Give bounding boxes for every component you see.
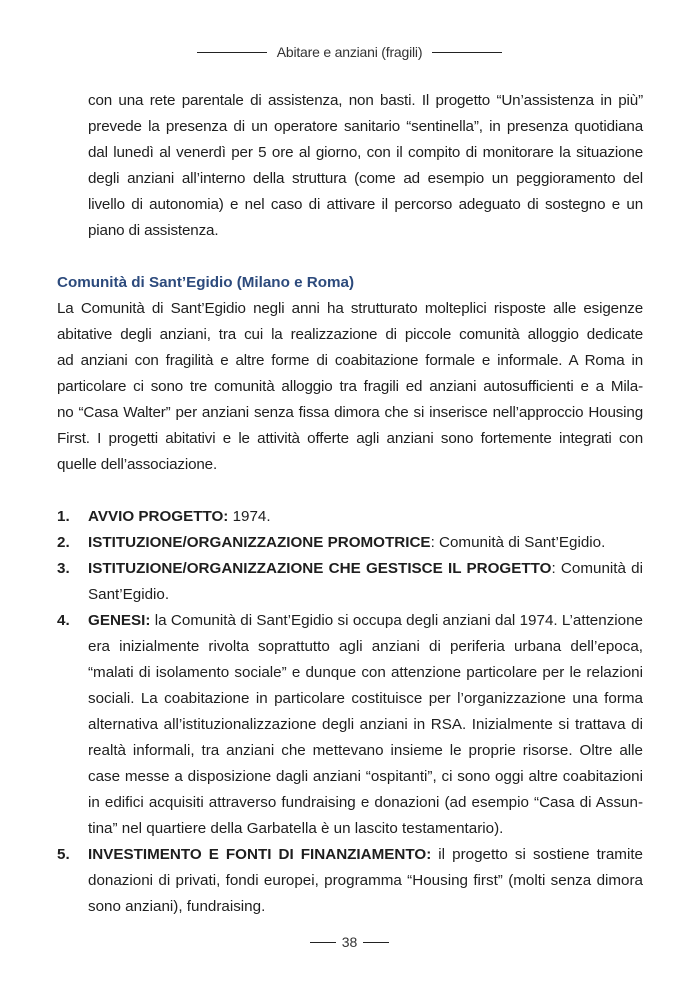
list-text: 1974. <box>228 508 271 525</box>
text-line: First. I progetti abitativi e le attività offerte agli anziani sono fortemente integrati con <box>57 430 643 447</box>
list-item-gestore <box>57 556 643 608</box>
list-text: il progetto si sostiene tramite donazioni di privati, fondi europei, programma “Housing first” (molti senza dimora sono anziani), fundraising. <box>88 846 643 915</box>
list-item-promotrice <box>57 530 643 556</box>
text-line: quelle dell’associazione. <box>57 456 218 473</box>
list-number: 2. <box>57 534 70 551</box>
list-number: 1. <box>57 508 70 525</box>
list-text: : Comunità di Sant’Egidio. <box>430 534 606 551</box>
footer-rule-right <box>363 942 389 943</box>
page-footer <box>0 930 699 954</box>
section-heading: Comunità di Sant’Egidio (Milano e Roma) <box>57 274 355 291</box>
text-line: abitative degli anziani, tra cui la realizzazione di piccole comunità alloggio dedicate <box>57 326 643 343</box>
text-line: no “Casa Walter” per anziani senza fissa dimora che si inserisce nell’approccio Housing <box>57 404 643 421</box>
list-item-avvio-progetto <box>57 504 643 530</box>
project-details-list <box>57 504 643 920</box>
page-number: 38 <box>341 934 358 950</box>
list-label: AVVIO PROGETTO: <box>88 508 229 525</box>
list-number: 3. <box>57 560 70 577</box>
text-line: degli anziani all’interno della struttura (come ad esempio un peggioramento del <box>88 170 643 187</box>
text-line: livello di autonomia) e nel caso di attivare il percorso adeguato di sostegno e un <box>88 196 643 213</box>
list-text: la Comunità di Sant’Egidio si occupa degli anziani dal 1974. L’attenzione era inizialmente rivolta soprattutto agli anziani di periferia urbana dell’epoca, “malati di isolamento sociale” e dunque con attenzione particolare per le relazioni sociali. La coabitazione in particolare costituisce per l’organizzazione una forma alternativa all’istituzionalizzazione degli anziani in RSA. Inizialmente si trattava di realtà informali, tra anziani che mettevano insieme le proprie risorse. Oltre alle case messe a disposizione dagli anziani “ospitanti”, ci sono oggi altre coabitazioni in edifici acquisiti attraverso fundraising e donazioni (ad esempio “Casa di Assuntina” nel quartiere della Garbatella è un lascito testamentario). <box>88 612 643 837</box>
text-line: con una rete parentale di assistenza, non basti. Il progetto “Un’assistenza in più” <box>88 92 643 109</box>
list-label: ISTITUZIONE/ORGANIZZAZIONE PROMOTRICE <box>88 534 431 551</box>
list-text: : Comunità di Sant’Egidio. <box>88 560 643 603</box>
text-line: ad anziani con fragilità e altre forme di coabitazione formale e informale. A Roma in <box>57 352 643 369</box>
list-number: 4. <box>57 612 70 629</box>
list-label: INVESTIMENTO E FONTI DI FINANZIAMENTO: <box>88 846 432 863</box>
text-line: La Comunità di Sant’Egidio negli anni ha strutturato molteplici risposte alle esigenze <box>57 300 643 317</box>
text-line: piano di assistenza. <box>88 222 219 239</box>
running-title: Abitare e anziani (fragili) <box>276 44 423 60</box>
list-number: 5. <box>57 846 70 863</box>
list-item-finanziamento <box>57 842 643 920</box>
section-paragraph <box>57 296 643 478</box>
footer-rule-left <box>310 942 336 943</box>
header-rule-left <box>197 52 267 53</box>
text-line: prevede la presenza di un operatore sanitario “sentinella”, in presenza quotidiana <box>88 118 643 135</box>
list-label: ISTITUZIONE/ORGANIZZAZIONE CHE GESTISCE IL PROGETTO <box>88 560 552 577</box>
list-item-genesi <box>57 608 643 842</box>
list-label: GENESI: <box>88 612 151 629</box>
header-rule-right <box>432 52 502 53</box>
page-body <box>57 88 643 920</box>
text-line: dal lunedì al venerdì per 5 ore al giorno, con il compito di monitorare la situazione <box>88 144 643 161</box>
intro-paragraph <box>57 88 643 244</box>
running-header <box>0 40 699 64</box>
text-line: particolare ci sono tre comunità alloggio tra fragili ed anziani autosufficienti e a Mila- <box>57 378 643 395</box>
